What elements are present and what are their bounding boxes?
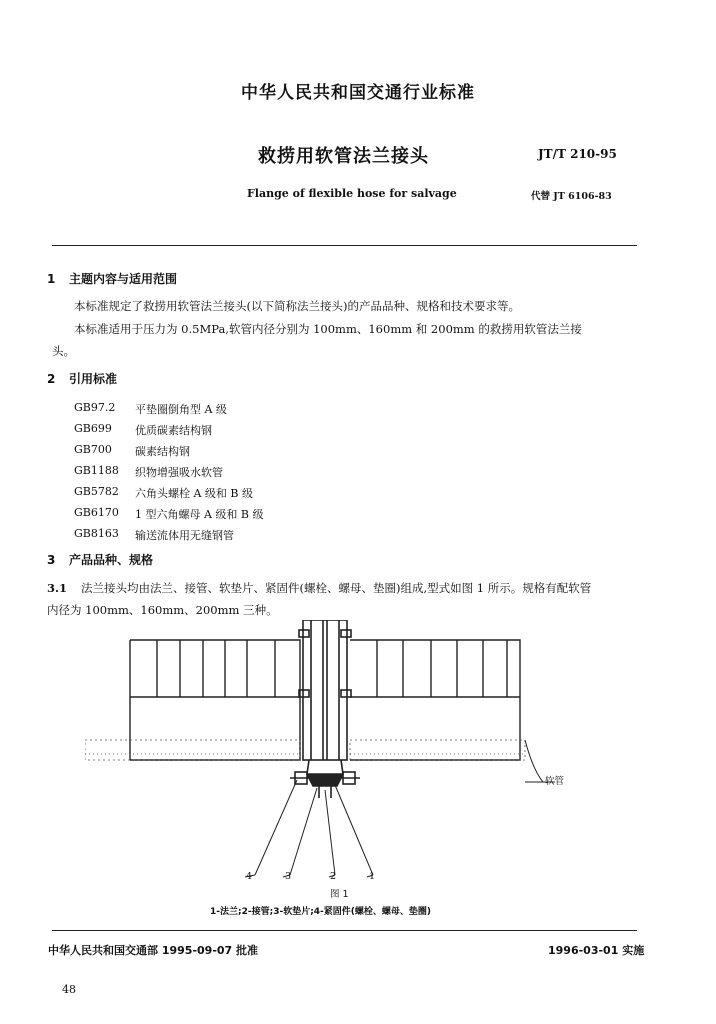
hose-label: 软管 — [545, 776, 565, 787]
figure-legend: 1-法兰;2-接管;3-软垫片;4-紧固件(螺栓、螺母、垫圈) — [210, 907, 432, 917]
callout-2: 2 — [330, 871, 337, 882]
section-1-paragraph-2-cont: 头。 — [52, 344, 75, 358]
callout-4: 4 — [246, 871, 253, 882]
english-title: Flange of flexible hose for salvage — [247, 187, 457, 200]
left-hose — [130, 640, 300, 760]
standard-code: JT/T 210-95 — [538, 147, 617, 161]
section-3-1-line-2: 内径为 100mm、160mm、200mm 三种。 — [47, 603, 278, 617]
section-number: 1 — [47, 272, 56, 286]
ref-title: 1 型六角螺母 A 级和 B 级 — [135, 508, 264, 521]
callout-leaders — [245, 780, 373, 877]
section-title: 引用标准 — [69, 372, 118, 386]
implementation-date: 1996-03-01 实施 — [548, 944, 645, 957]
ref-code: GB97.2 — [74, 401, 116, 414]
ref-title: 织物增强吸水软管 — [135, 466, 223, 479]
right-hose — [350, 640, 520, 760]
section-2-heading — [47, 370, 117, 387]
section-title: 主题内容与适用范围 — [69, 272, 178, 286]
flange-joint-drawing — [85, 620, 555, 882]
section-number: 3 — [47, 553, 56, 567]
ref-code: GB6170 — [74, 506, 119, 519]
footer-rule — [52, 930, 637, 931]
section-1-paragraph-1: 本标准规定了救捞用软管法兰接头(以下简称法兰接头)的产品品种、规格和技术要求等。 — [74, 299, 520, 313]
callout-3: 3 — [285, 871, 292, 882]
ref-code: GB8163 — [74, 527, 119, 540]
section-3-1-line-1 — [47, 577, 591, 599]
ref-code: GB700 — [74, 443, 112, 456]
hose-wall-end — [525, 740, 543, 782]
page-number: 48 — [62, 983, 76, 996]
ref-title: 优质碳素结构钢 — [135, 424, 212, 437]
ref-title: 碳素结构钢 — [135, 445, 190, 458]
ref-code: GB5782 — [74, 485, 119, 498]
header-rule — [52, 245, 637, 246]
callout-1: 1 — [369, 871, 376, 882]
ref-title: 输送流体用无缝钢管 — [135, 529, 234, 542]
ref-title: 平垫圈倒角型 A 级 — [135, 403, 227, 416]
replaces-note: 代替 JT 6106-83 — [531, 191, 612, 202]
document-title: 救捞用软管法兰接头 — [258, 146, 429, 167]
ref-code: GB1188 — [74, 464, 119, 477]
clause-number: 3.1 — [47, 581, 68, 595]
ref-code: GB699 — [74, 422, 112, 435]
section-number: 2 — [47, 372, 56, 386]
section-1-paragraph-2: 本标准适用于压力为 0.5MPa,软管内径分别为 100mm、160mm 和 200mm 的救捞用软管法兰接 — [74, 322, 582, 336]
ref-title: 六角头螺栓 A 级和 B 级 — [135, 487, 254, 500]
figure-caption: 图 1 — [330, 889, 349, 900]
hose-wall-hatching — [85, 740, 525, 760]
clause-text: 法兰接头均由法兰、接管、软垫片、紧固件(螺栓、螺母、垫圈)组成,型式如图 1 所示。规格有配软管 — [81, 581, 592, 595]
section-title: 产品品种、规格 — [69, 553, 154, 567]
section-1-heading — [47, 270, 177, 287]
section-3-heading — [47, 551, 153, 568]
standard-org-title: 中华人民共和国交通行业标准 — [241, 83, 475, 103]
approval-note: 中华人民共和国交通部 1995-09-07 批准 — [48, 944, 259, 957]
